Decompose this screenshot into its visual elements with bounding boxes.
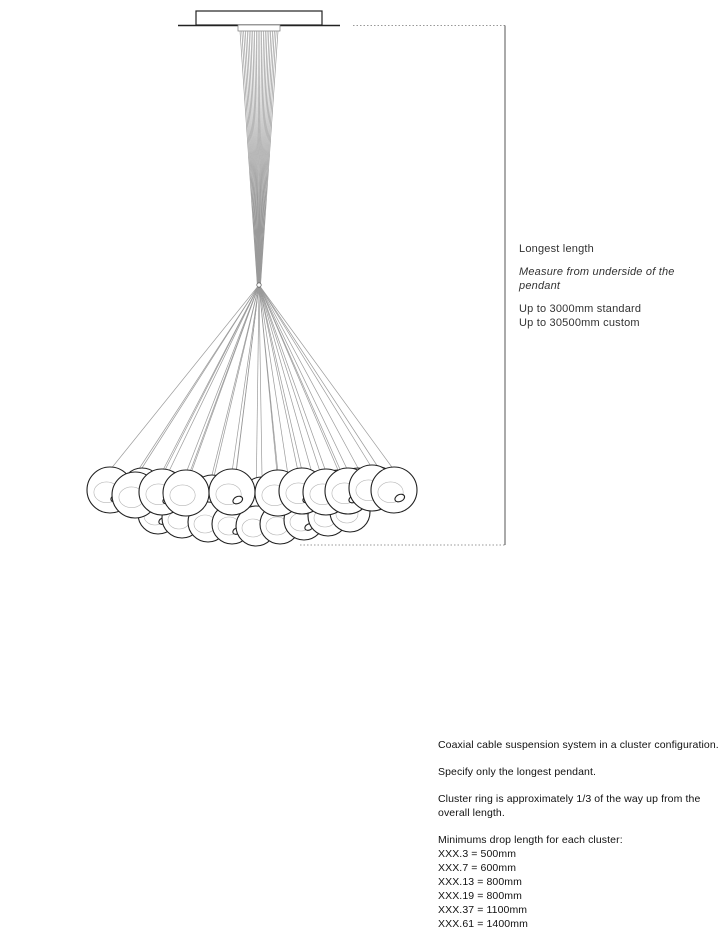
spec-description: Coaxial cable suspension system in a cluster configuration. [438,739,719,751]
minimum-item: XXX.13 = 800mm [438,876,522,888]
dimension-note: Measure from underside of the pendant [519,266,675,292]
suspension-cables [110,31,394,506]
glass-sphere-cluster [87,465,417,546]
dimension-title: Longest length [519,243,594,255]
minimum-item: XXX.61 = 1400mm [438,918,528,930]
standard-length: Up to 3000mm standard [519,303,642,315]
ceiling-canopy [178,11,340,31]
minimum-item: XXX.3 = 500mm [438,848,517,860]
specification-notes [438,738,720,931]
dimension-notes [519,242,689,339]
minimum-item: XXX.19 = 800mm [438,890,522,902]
minimums-list [438,847,720,931]
custom-length: Up to 30500mm custom [519,317,640,329]
minimum-item: XXX.37 = 1100mm [438,904,528,916]
longest-length-dimension [300,26,505,546]
spec-specify: Specify only the longest pendant. [438,766,596,778]
spec-ring: Cluster ring is approximately 1/3 of the way up from the overall length. [438,793,701,819]
minimums-heading: Minimums drop length for each cluster: [438,834,623,846]
cluster-ring [257,283,261,287]
minimum-item: XXX.7 = 600mm [438,862,517,874]
